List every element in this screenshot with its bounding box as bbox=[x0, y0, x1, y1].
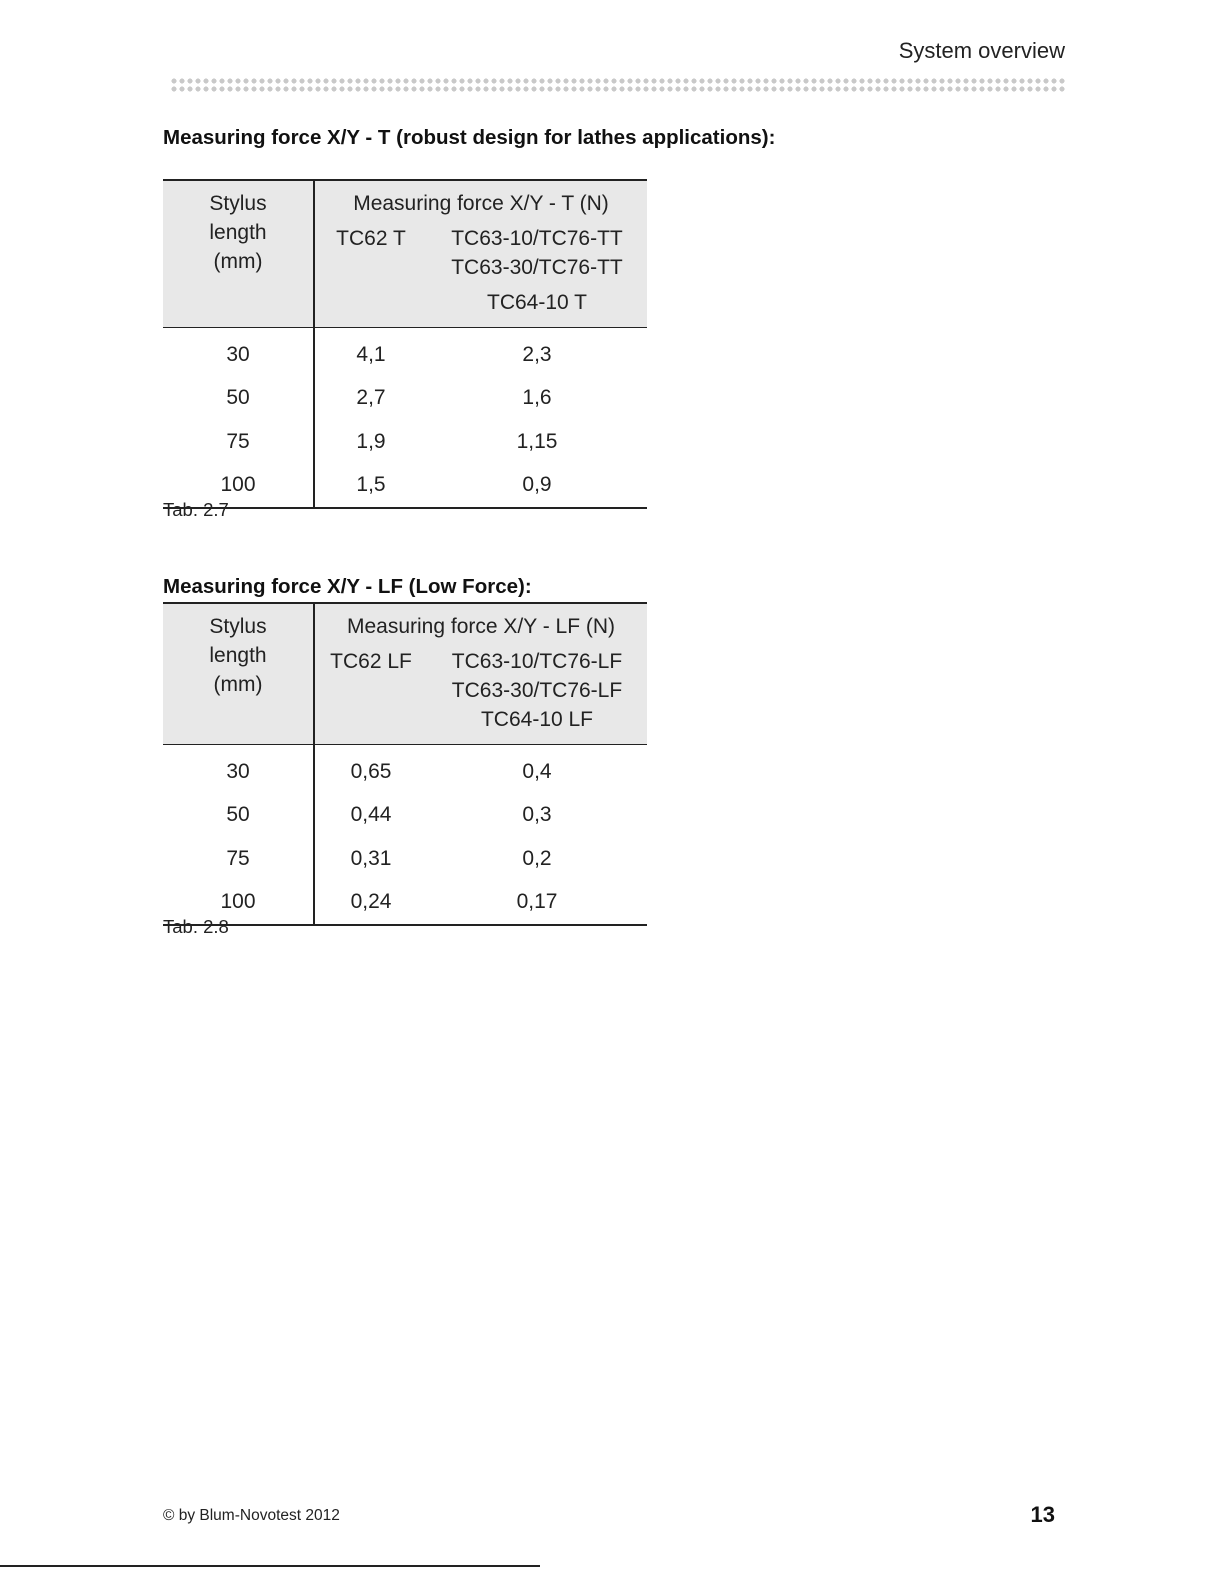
section-heading-t: Measuring force X/Y - T (robust design for lathes applications): bbox=[163, 126, 776, 149]
table-body bbox=[163, 328, 647, 509]
probe-tc63-tc76-tc64-header: TC63-10/TC76-LF TC63-30/TC76-LF TC64-10 LF bbox=[451, 650, 623, 731]
table-row bbox=[163, 377, 647, 421]
stylus-length-cell: 30 bbox=[163, 745, 314, 794]
force-value-cell: 0,31 bbox=[350, 846, 392, 870]
force-value-cell: 1,15 bbox=[516, 429, 558, 453]
stylus-length-cell: 50 bbox=[163, 794, 314, 838]
table-caption: Tab. 2.8 bbox=[163, 916, 229, 937]
stylus-length-cell: 75 bbox=[163, 837, 314, 881]
probe-tc62-header: TC62 LF bbox=[330, 650, 412, 673]
stylus-length-cell: 100 bbox=[163, 881, 314, 926]
table-row bbox=[163, 328, 647, 377]
probe-tc62-header: TC62 T bbox=[336, 227, 406, 250]
section-heading-lf: Measuring force X/Y - LF (Low Force): bbox=[163, 575, 532, 598]
bottom-rule bbox=[0, 1565, 540, 1567]
force-value-cell: 0,44 bbox=[350, 803, 392, 827]
table-caption: Tab. 2.7 bbox=[163, 499, 229, 520]
measuring-force-t-table bbox=[163, 179, 647, 509]
force-value-cell: 4,1 bbox=[356, 342, 386, 366]
measuring-force-group-header: Measuring force X/Y - T (N) bbox=[353, 192, 609, 215]
force-value-cell: 0,3 bbox=[522, 803, 552, 827]
force-value-cell: 1,5 bbox=[356, 473, 386, 497]
force-value-cell: 2,7 bbox=[356, 386, 386, 410]
stylus-length-header: Stylus length (mm) bbox=[163, 603, 314, 745]
force-value-cell: 1,6 bbox=[522, 386, 552, 410]
force-value-cell: 0,4 bbox=[522, 759, 552, 783]
measuring-force-group-header: Measuring force X/Y - LF (N) bbox=[346, 615, 616, 638]
force-value-cell: 0,24 bbox=[350, 890, 392, 914]
stylus-length-cell: 75 bbox=[163, 420, 314, 464]
page-header-title: System overview bbox=[898, 38, 1065, 63]
table-row bbox=[163, 745, 647, 794]
probe-tc63-tc76-tc64-header: TC63-10/TC76-TT TC63-30/TC76-TT TC64-10 T bbox=[451, 227, 623, 314]
force-value-cell: 2,3 bbox=[522, 342, 552, 366]
table-row bbox=[163, 881, 647, 926]
force-value-cell: 0,65 bbox=[350, 759, 392, 783]
table-row bbox=[163, 420, 647, 464]
table-row bbox=[163, 837, 647, 881]
force-value-cell: 0,9 bbox=[522, 473, 552, 497]
table-body bbox=[163, 745, 647, 926]
page-number: 13 bbox=[1030, 1502, 1055, 1527]
force-value-cell: 0,17 bbox=[516, 890, 558, 914]
table-row bbox=[163, 794, 647, 838]
stylus-length-cell: 50 bbox=[163, 377, 314, 421]
stylus-length-cell: 30 bbox=[163, 328, 314, 377]
stylus-length-header: Stylus length (mm) bbox=[163, 180, 314, 328]
header-dotted-divider bbox=[170, 77, 1065, 93]
stylus-length-cell: 100 bbox=[163, 464, 314, 509]
force-value-cell: 1,9 bbox=[356, 429, 386, 453]
force-value-cell: 0,2 bbox=[522, 846, 552, 870]
measuring-force-lf-table bbox=[163, 602, 647, 926]
table-row bbox=[163, 464, 647, 509]
footer-copyright: © by Blum-Novotest 2012 bbox=[163, 1507, 340, 1524]
